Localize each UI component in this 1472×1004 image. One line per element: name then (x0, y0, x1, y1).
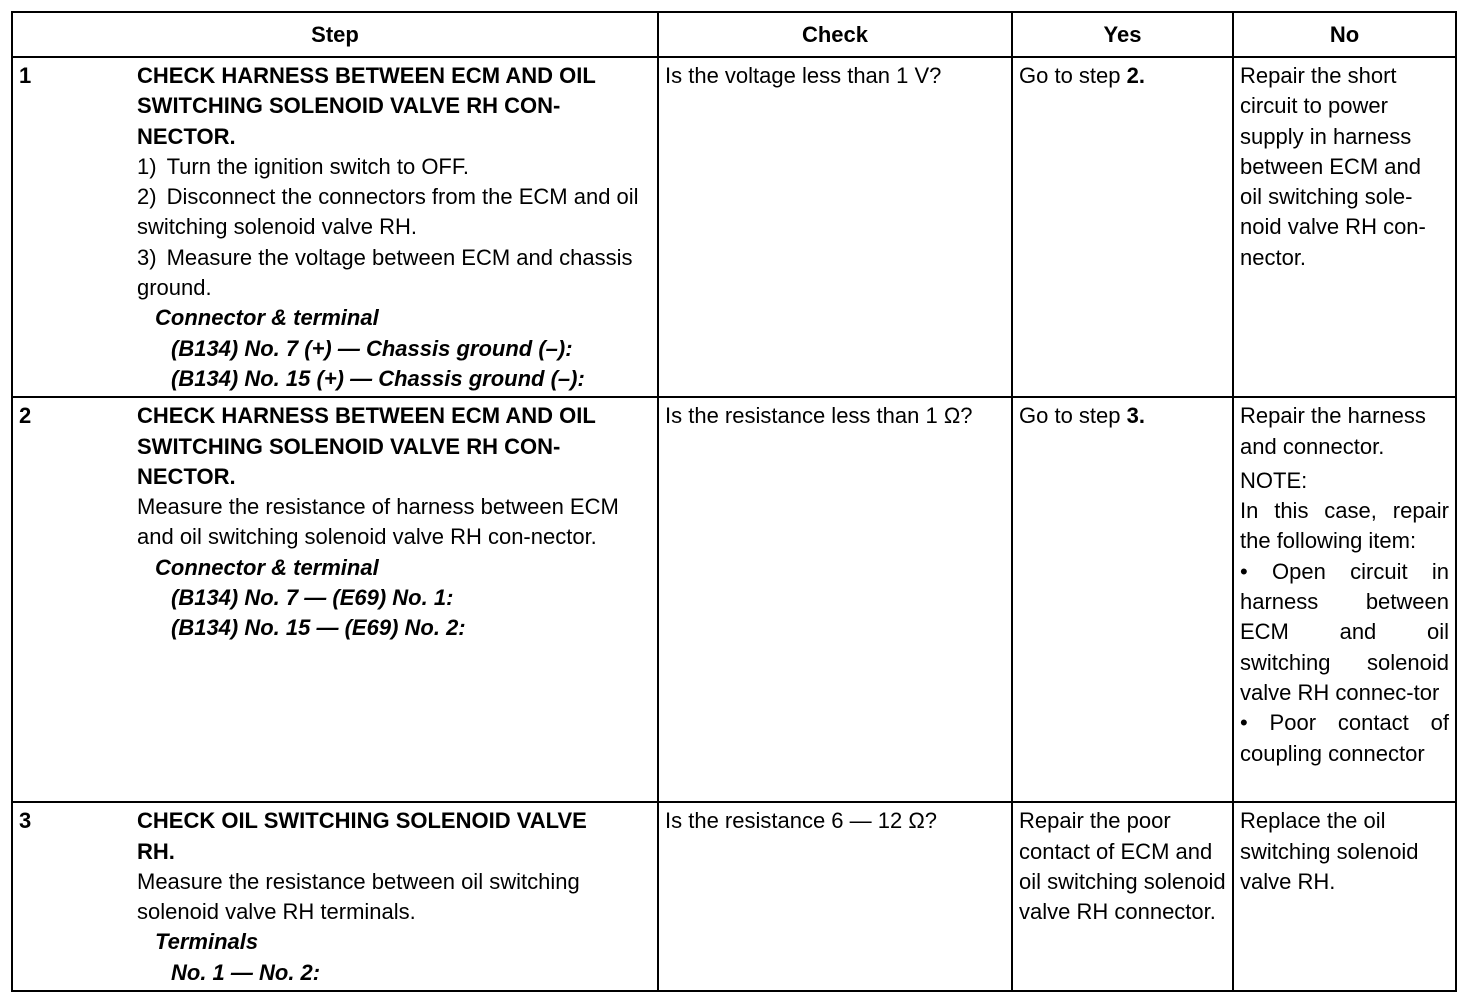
step-title-line: CHECK HARNESS BETWEEN ECM AND OIL (137, 403, 596, 429)
instruction-text: Turn the ignition switch to OFF. (166, 153, 469, 179)
no-cell (1233, 57, 1456, 397)
header-check: Check (658, 12, 1012, 57)
spec-item: (B134) No. 7 — (E69) No. 1: (171, 585, 454, 611)
instruction-item (137, 182, 651, 243)
yes-step-ref: 3. (1126, 403, 1145, 429)
yes-cell: Repair the poor contact of ECM and oil switching solenoid valve RH connector. (1012, 802, 1233, 991)
note-item: • Open circuit in harness between ECM and oil switching solenoid valve RH connec-tor (1240, 558, 1449, 705)
check-cell: Is the resistance 6 — 12 Ω? (658, 802, 1012, 991)
spec-item: (B134) No. 15 — (E69) No. 2: (171, 615, 466, 641)
instruction-item (137, 243, 651, 304)
yes-step-ref: 2. (1126, 63, 1145, 88)
spec-heading: Connector & terminal (155, 305, 379, 331)
diagnostic-procedure-table (11, 11, 1455, 992)
step-cell (12, 802, 658, 991)
yes-text: Go to step (1019, 63, 1127, 88)
instruction-text: Disconnect the connectors from the ECM and oil switching solenoid valve RH. (137, 184, 639, 240)
no-cell (1233, 397, 1456, 802)
step-title-line: NECTOR. (137, 123, 236, 149)
spec-heading: Terminals (155, 929, 259, 955)
step-description: Measure the resistance of harness between ECM and oil switching solenoid valve RH con-nector. (137, 494, 619, 550)
no-text: Repair the harness and connector. (1240, 403, 1426, 459)
step-title (137, 61, 651, 152)
header-yes: Yes (1012, 12, 1233, 57)
step-title-line: SWITCHING SOLENOID VALVE RH CON- (137, 93, 561, 119)
table-row (12, 57, 1456, 397)
no-text: Repair the short circuit to power supply in harness between ECM and oil switching sole-noid valve RH con-nector. (1240, 63, 1426, 270)
instruction-index: 2) (137, 184, 157, 210)
spec-item: No. 1 — No. 2: (171, 959, 321, 985)
header-row (12, 12, 1456, 57)
step-title (137, 806, 651, 867)
step-title (137, 401, 651, 492)
yes-cell (1012, 57, 1233, 397)
step-title-line: CHECK OIL SWITCHING SOLENOID VALVE (137, 808, 587, 834)
step-cell (12, 57, 658, 397)
table-row (12, 397, 1456, 802)
instruction-item (137, 152, 651, 182)
yes-cell (1012, 397, 1233, 802)
instruction-index: 3) (137, 244, 157, 270)
spec-heading: Connector & terminal (155, 554, 379, 580)
yes-text: Go to step (1019, 403, 1127, 429)
step-title-line: SWITCHING SOLENOID VALVE RH CON- (137, 433, 561, 459)
check-cell: Is the voltage less than 1 V? (658, 57, 1012, 397)
spec-item: (B134) No. 15 (+) — Chassis ground (–): (171, 365, 585, 391)
step-title-line: RH. (137, 838, 175, 864)
table-row (12, 802, 1456, 991)
no-cell: Replace the oil switching solenoid valve RH. (1233, 802, 1456, 991)
header-step: Step (12, 12, 658, 57)
step-cell (12, 397, 658, 802)
step-number: 3 (19, 808, 32, 834)
spec-item: (B134) No. 7 (+) — Chassis ground (–): (171, 335, 573, 361)
step-number: 2 (19, 403, 32, 429)
header-no: No (1233, 12, 1456, 57)
step-check-table (11, 11, 1457, 992)
step-number: 1 (19, 63, 32, 88)
check-cell: Is the resistance less than 1 Ω? (658, 397, 1012, 802)
step-title-line: CHECK HARNESS BETWEEN ECM AND OIL (137, 63, 596, 88)
note-intro: In this case, repair the following item: (1240, 498, 1449, 554)
step-description: Measure the resistance between oil switching solenoid valve RH terminals. (137, 868, 580, 925)
note-item: • Poor contact of coupling connector (1240, 710, 1449, 766)
note-label: NOTE: (1240, 467, 1308, 493)
instruction-text: Measure the voltage between ECM and chassis ground. (137, 244, 633, 301)
step-title-line: NECTOR. (137, 463, 236, 489)
instruction-index: 1) (137, 153, 157, 179)
